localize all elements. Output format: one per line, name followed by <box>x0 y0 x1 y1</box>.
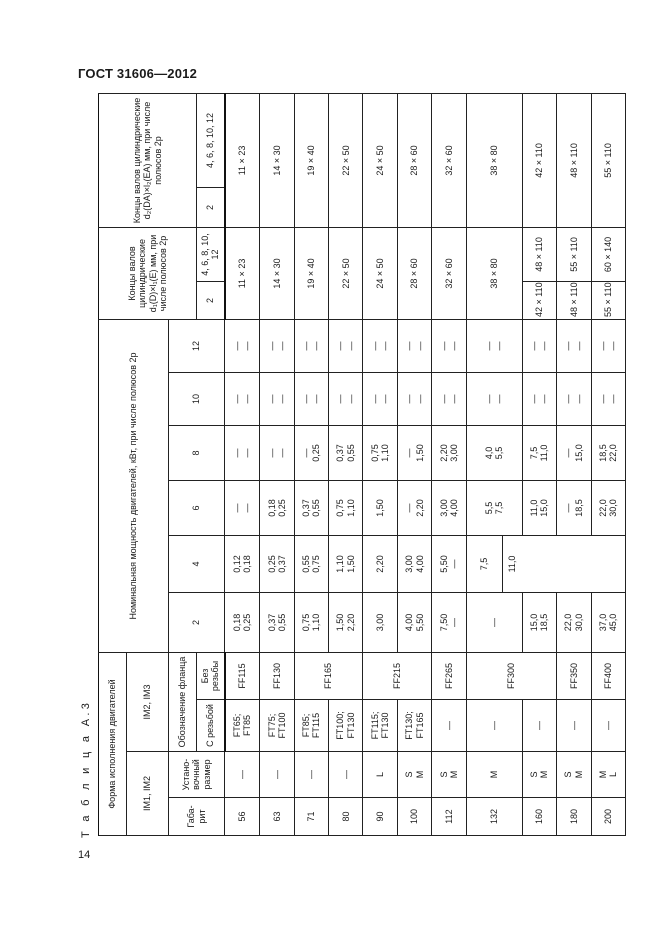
power-cell: — — <box>260 425 294 480</box>
power-cell-merged <box>466 535 625 592</box>
table-row <box>466 93 522 835</box>
shaft-d1-cell: 19 × 40 <box>294 227 328 319</box>
frame-cell: 100 <box>397 798 431 836</box>
power-cell: 3,00 4,00 <box>397 535 431 592</box>
power-cell: 0,75 1,10 <box>328 480 362 535</box>
mount-cell: S M <box>557 752 591 798</box>
power-cell: — — <box>363 372 397 425</box>
frame-cell: 63 <box>260 798 294 836</box>
shaft-d1-poles-4-12: 4, 6, 8, 10, 12 <box>197 227 225 281</box>
form-group-header: Форма исполнения двигателей <box>99 652 127 835</box>
power-cell: 0,18 0,25 <box>225 592 260 652</box>
mount-cell: — <box>294 752 328 798</box>
shaft-d1-poles-2: 2 <box>197 281 225 319</box>
shaft-d2-cell: 24 × 50 <box>363 93 397 227</box>
power-cell: 0,55 0,75 <box>294 535 328 592</box>
power-cell: — — <box>328 372 362 425</box>
power-cell: 3,00 <box>363 592 397 652</box>
with-thread-cell: FT115; FT130 <box>363 700 397 752</box>
im1-im2-header: IM1, IM2 <box>127 752 169 836</box>
document-header: ГОСТ 31606—2012 <box>78 66 197 81</box>
without-thread-header: Без резьбы <box>197 652 225 699</box>
frame-cell: 90 <box>363 798 397 836</box>
shaft-d1-cell: 32 × 60 <box>432 227 466 319</box>
shaft-d2-cell: 22 × 50 <box>328 93 362 227</box>
power-cell: 22,0 30,0 <box>557 592 591 652</box>
shaft-d2-cell: 28 × 60 <box>397 93 431 227</box>
power-cell: — — <box>363 319 397 372</box>
power-cell: 11,0 15,0 <box>522 480 556 535</box>
power-cell: — — <box>260 372 294 425</box>
table-row <box>397 93 431 835</box>
power-cell: — — <box>591 372 625 425</box>
with-thread-cell: — <box>432 700 466 752</box>
shaft-d2-cell: 14 × 30 <box>260 93 294 227</box>
without-thread-cell: FF115 <box>225 652 260 699</box>
power-cell: 1,10 1,50 <box>328 535 362 592</box>
pole-2-header: 2 <box>169 592 225 652</box>
frame-header: Габа- рит <box>169 798 225 836</box>
without-thread-cell: FF130 <box>260 652 294 699</box>
power-cell: — — <box>466 319 522 372</box>
shaft-d1-cell: 24 × 50 <box>363 227 397 319</box>
with-thread-cell: FT85; FT115 <box>294 700 328 752</box>
table-caption: Т а б л и ц а А.3 <box>80 699 92 838</box>
table-row <box>225 93 260 835</box>
mount-cell: S M <box>432 752 466 798</box>
frame-cell: 132 <box>466 798 522 836</box>
power-cell: 0,37 0,55 <box>260 592 294 652</box>
power-cell: 7,5 11,0 <box>522 425 556 480</box>
power-cell: — — <box>225 319 260 372</box>
frame-cell: 80 <box>328 798 362 836</box>
shaft-d2-header: Концы валов цилиндрические d₂(DA)×l₂(EA) мм, при числе полюсов 2p <box>99 93 197 227</box>
power-cell: — 2,20 <box>397 480 431 535</box>
table-row <box>522 93 556 835</box>
power-cell: 2,20 <box>363 535 397 592</box>
shaft-d2-cell: 11 × 23 <box>225 93 260 227</box>
mount-cell: S M <box>522 752 556 798</box>
with-thread-cell: FT75; FT100 <box>260 700 294 752</box>
power-cell: — — <box>225 425 260 480</box>
shaft-d2-cell: 19 × 40 <box>294 93 328 227</box>
power-cell: 15,0 18,5 <box>522 592 556 652</box>
pole-12-header: 12 <box>169 319 225 372</box>
pole-6-header: 6 <box>169 480 225 535</box>
frame-cell: 71 <box>294 798 328 836</box>
power-cell: — 1,50 <box>397 425 431 480</box>
power-cell: 1,50 <box>363 480 397 535</box>
flange-designation-header: Обозначение фланца <box>169 652 197 751</box>
power-cell: 2,20 3,00 <box>432 425 466 480</box>
power-cell: 4,0 5,5 <box>466 425 522 480</box>
mount-cell: S M <box>397 752 431 798</box>
power-cell: — — <box>432 319 466 372</box>
shaft-d1-cell-4: 60 × 140 <box>591 227 625 281</box>
shaft-d2-cell: 38 × 80 <box>466 93 522 227</box>
shaft-d1-header: Концы валов цилиндрические d₁(D)×l₁(E) мм, при числе полюсов 2p <box>99 227 197 319</box>
shaft-d1-cell: 14 × 30 <box>260 227 294 319</box>
mount-cell: — <box>328 752 362 798</box>
with-thread-cell: — <box>557 700 591 752</box>
power-cell: — — <box>397 319 431 372</box>
power-cell: — — <box>522 372 556 425</box>
shaft-d1-cell-4: 55 × 110 <box>557 227 591 281</box>
mount-cell: M <box>466 752 522 798</box>
shaft-d1-cell-2: 42 × 110 <box>522 281 556 319</box>
power-header: Номинальная мощность двигателей, кВт, при числе полюсов 2p <box>99 319 169 652</box>
power-cell: 1,50 2,20 <box>328 592 362 652</box>
pole-8-header: 8 <box>169 425 225 480</box>
power-cell: 22,0 30,0 <box>591 480 625 535</box>
frame-cell: 56 <box>225 798 260 836</box>
power-cell: — — <box>522 319 556 372</box>
frame-cell: 160 <box>522 798 556 836</box>
power-cell: 0,37 0,55 <box>294 480 328 535</box>
shaft-d2-poles-4-12: 4, 6, 8, 10, 12 <box>197 93 225 187</box>
without-thread-cell: FF400 <box>591 652 625 699</box>
mount-cell: — <box>225 752 260 798</box>
power-cell: — — <box>294 319 328 372</box>
shaft-d1-cell-2: 55 × 110 <box>591 281 625 319</box>
table-row <box>432 93 466 835</box>
power-cell: 5,50 — <box>432 535 466 592</box>
shaft-d1-cell: 28 × 60 <box>397 227 431 319</box>
table-row <box>363 93 397 835</box>
mounting-size-header: Устано- вочный размер <box>169 752 225 798</box>
motor-spec-table <box>98 93 626 836</box>
page-number: 14 <box>78 849 91 861</box>
shaft-d1-cell: 38 × 80 <box>466 227 522 319</box>
power-cell: — — <box>557 319 591 372</box>
mount-cell: L <box>363 752 397 798</box>
with-thread-cell: FT65; FT85 <box>225 700 260 752</box>
power-cell-top: 7,5 <box>467 536 503 592</box>
shaft-d2-cell: 48 × 110 <box>557 93 591 227</box>
power-cell: 0,25 0,37 <box>260 535 294 592</box>
power-cell: — — <box>432 372 466 425</box>
power-cell: 7,50 — <box>432 592 466 652</box>
with-thread-cell: — <box>522 700 556 752</box>
power-cell: 4,00 5,50 <box>397 592 431 652</box>
power-cell: — 15,0 <box>557 425 591 480</box>
power-cell: 18,5 22,0 <box>591 425 625 480</box>
power-cell: — — <box>328 319 362 372</box>
power-cell: — — <box>591 319 625 372</box>
rotated-table-wrapper <box>98 94 626 836</box>
frame-cell: 200 <box>591 798 625 836</box>
shaft-d1-cell: 22 × 50 <box>328 227 362 319</box>
power-cell: — — <box>466 372 522 425</box>
power-cell: — 0,25 <box>294 425 328 480</box>
power-cell: 0,18 0,25 <box>260 480 294 535</box>
without-thread-cell: FF165 <box>294 652 363 699</box>
power-cell: 5,5 7,5 <box>466 480 522 535</box>
power-cell-bottom: 11,0 <box>506 555 517 573</box>
shaft-d1-cell-4: 48 × 110 <box>522 227 556 281</box>
table-row <box>260 93 294 835</box>
table-row <box>294 93 328 835</box>
power-cell: 0,75 1,10 <box>294 592 328 652</box>
without-thread-cell: FF300 <box>466 652 556 699</box>
with-thread-cell: FT130; FT165 <box>397 700 431 752</box>
frame-cell: 180 <box>557 798 591 836</box>
im2-im3-header: IM2, IM3 <box>127 652 169 751</box>
table-row <box>328 93 362 835</box>
without-thread-cell: FF350 <box>557 652 591 699</box>
without-thread-cell: FF265 <box>432 652 466 699</box>
power-cell: — — <box>397 372 431 425</box>
table-row <box>557 93 591 835</box>
with-thread-cell: — <box>466 700 522 752</box>
mount-cell: M L <box>591 752 625 798</box>
with-thread-cell: FT100; FT130 <box>328 700 362 752</box>
power-cell: 0,75 1,10 <box>363 425 397 480</box>
shaft-d1-cell-2: 48 × 110 <box>557 281 591 319</box>
with-thread-cell: — <box>591 700 625 752</box>
power-cell: — — <box>260 319 294 372</box>
shaft-d2-cell: 32 × 60 <box>432 93 466 227</box>
table-row <box>591 93 625 835</box>
power-cell: — — <box>557 372 591 425</box>
power-cell: — 18,5 <box>557 480 591 535</box>
mount-cell: — <box>260 752 294 798</box>
power-cell: 3,00 4,00 <box>432 480 466 535</box>
shaft-d1-cell: 11 × 23 <box>225 227 260 319</box>
power-cell: — <box>466 592 522 652</box>
shaft-d2-cell: 42 × 110 <box>522 93 556 227</box>
shaft-d2-poles-2: 2 <box>197 187 225 227</box>
without-thread-cell: FF215 <box>363 652 432 699</box>
power-cell: — — <box>225 480 260 535</box>
pole-4-header: 4 <box>169 535 225 592</box>
frame-cell: 112 <box>432 798 466 836</box>
power-cell: 0,12 0,18 <box>225 535 260 592</box>
power-cell: — — <box>294 372 328 425</box>
pole-10-header: 10 <box>169 372 225 425</box>
power-cell: — — <box>225 372 260 425</box>
with-thread-header: С резьбой <box>197 700 225 752</box>
shaft-d2-cell: 55 × 110 <box>591 93 625 227</box>
power-cell: 0,37 0,55 <box>328 425 362 480</box>
power-cell: 37,0 45,0 <box>591 592 625 652</box>
